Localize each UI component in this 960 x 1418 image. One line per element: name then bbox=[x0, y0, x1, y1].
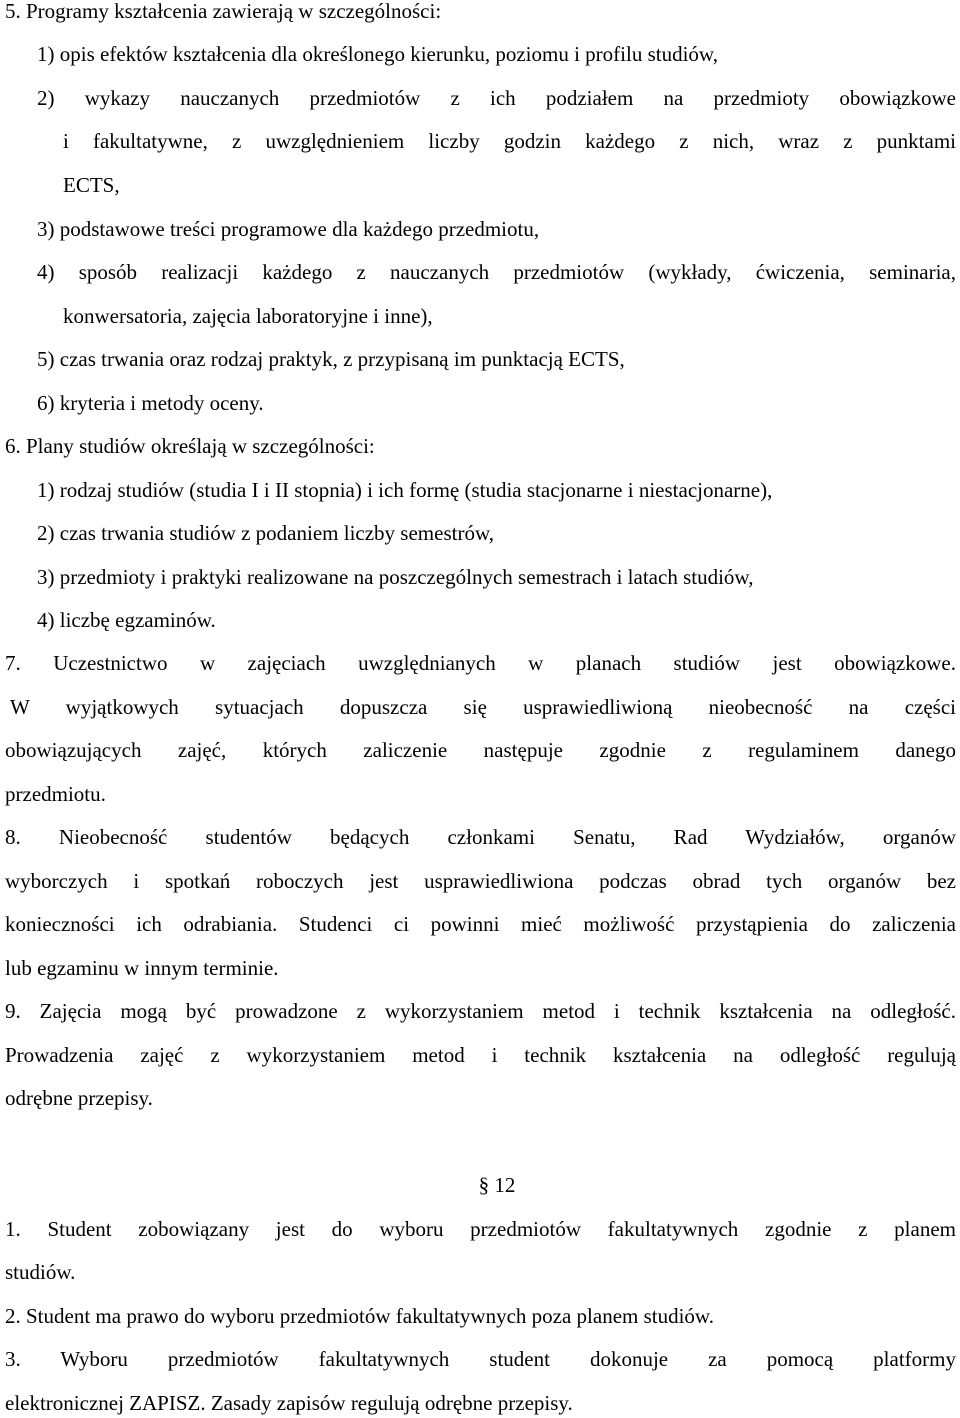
section-6-item-3: 3) przedmioty i praktyki realizowane na poszczególnych semestrach i latach studiów, bbox=[37, 565, 754, 589]
p12-item-3-cont: elektronicznej ZAPISZ. Zasady zapisów regulują odrębne przepisy. bbox=[5, 1391, 573, 1415]
section-9-line-1: 9. Zajęcia mogą być prowadzone z wykorzystaniem metod i technik kształcenia na odległość. bbox=[5, 999, 956, 1023]
section-7-line-1: 7. Uczestnictwo w zajęciach uwzględnianych w planach studiów jest obowiązkowe. bbox=[5, 651, 956, 675]
section-5-item-4-cont: konwersatoria, zajęcia laboratoryjne i inne), bbox=[63, 304, 433, 328]
p12-item-1: 1. Student zobowiązany jest do wyboru przedmiotów fakultatywnych zgodnie z planem bbox=[5, 1217, 956, 1241]
section-6-item-4: 4) liczbę egzaminów. bbox=[37, 608, 216, 632]
section-5-item-5: 5) czas trwania oraz rodzaj praktyk, z przypisaną im punktacją ECTS, bbox=[37, 347, 625, 371]
section-8-line-2: wyborczych i spotkań roboczych jest usprawiedliwiona podczas obrad tych organów bez bbox=[5, 869, 956, 893]
section-5-item-1: 1) opis efektów kształcenia dla określonego kierunku, poziomu i profilu studiów, bbox=[37, 42, 718, 66]
section-6-item-2: 2) czas trwania studiów z podaniem liczby semestrów, bbox=[37, 521, 494, 545]
section-9-line-3: odrębne przepisy. bbox=[5, 1086, 153, 1110]
section-7-line-4: przedmiotu. bbox=[5, 782, 106, 806]
section-5-heading: 5. Programy kształcenia zawierają w szczególności: bbox=[5, 0, 442, 23]
section-8-line-4: lub egzaminu w innym terminie. bbox=[5, 956, 279, 980]
section-6-item-1: 1) rodzaj studiów (studia I i II stopnia) i ich formę (studia stacjonarne i niestacjonarne), bbox=[37, 478, 773, 502]
section-8-line-1: 8. Nieobecność studentów będących członkami Senatu, Rad Wydziałów, organów bbox=[5, 825, 956, 849]
section-5-item-6: 6) kryteria i metody oceny. bbox=[37, 391, 264, 415]
section-5-item-2-cont: i fakultatywne, z uwzględnieniem liczby godzin każdego z nich, wraz z punktami bbox=[63, 129, 956, 153]
section-9-line-2: Prowadzenia zajęć z wykorzystaniem metod i technik kształcenia na odległość regulują bbox=[5, 1043, 956, 1067]
p12-item-2: 2. Student ma prawo do wyboru przedmiotów fakultatywnych poza planem studiów. bbox=[5, 1304, 714, 1328]
p12-item-1-cont: studiów. bbox=[5, 1260, 76, 1284]
section-5-item-3: 3) podstawowe treści programowe dla każdego przedmiotu, bbox=[37, 217, 540, 241]
p12-item-3: 3. Wyboru przedmiotów fakultatywnych student dokonuje za pomocą platformy bbox=[5, 1347, 956, 1371]
paragraph-heading: § 12 bbox=[478, 1173, 516, 1197]
section-8-line-3: konieczności ich odrabiania. Studenci ci powinni mieć możliwość przystąpienia do zaliczenia bbox=[5, 912, 956, 936]
section-5-item-2: 2) wykazy nauczanych przedmiotów z ich podziałem na przedmioty obowiązkowe bbox=[37, 86, 956, 110]
section-5-item-4: 4) sposób realizacji każdego z nauczanych przedmiotów (wykłady, ćwiczenia, seminaria, bbox=[37, 260, 956, 284]
section-6-heading: 6. Plany studiów określają w szczególności: bbox=[5, 434, 375, 458]
section-7-line-3: obowiązujących zajęć, których zaliczenie następuje zgodnie z regulaminem danego bbox=[5, 738, 956, 762]
section-7-line-2: W wyjątkowych sytuacjach dopuszcza się usprawiedliwioną nieobecność na części bbox=[10, 695, 956, 719]
section-5-item-2-cont-2: ECTS, bbox=[63, 173, 120, 197]
